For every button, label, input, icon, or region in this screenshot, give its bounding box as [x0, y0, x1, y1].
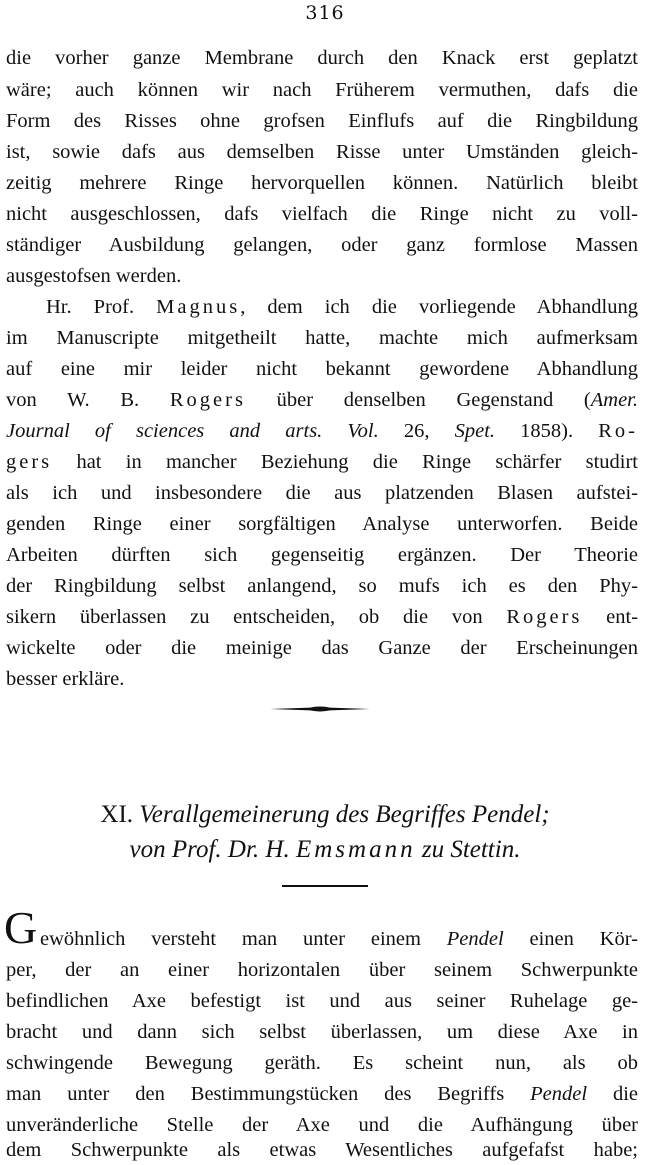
- text-line: wickelte oder die meinige das Ganze der Erscheinungen: [6, 637, 638, 659]
- title-rule: [282, 885, 368, 887]
- text-line: besser erkläre.: [6, 668, 125, 690]
- byline-text: zu Stettin.: [421, 836, 521, 863]
- citation: Journal of sciences and arts. Vol.: [6, 420, 379, 442]
- text: 1858).: [520, 420, 574, 442]
- citation: Spet.: [454, 420, 496, 442]
- text-line: als ich und insbesondere die aus platzenden Blasen aufstei-: [6, 482, 638, 504]
- author-name: Rogers: [169, 389, 246, 411]
- text: ent-: [606, 606, 639, 628]
- text-line: [46, 294, 638, 320]
- text-line: bracht und dann sich selbst überlassen, um diese Axe in: [6, 1021, 638, 1043]
- text: Hr. Prof.: [46, 296, 135, 318]
- text: die: [612, 1083, 639, 1105]
- text-line: zeitig mehrere Ringe hervorquellen können. Natürlich bleibt: [6, 172, 638, 194]
- page-number: 316: [305, 2, 345, 24]
- emphasis: Pendel: [530, 1083, 588, 1105]
- text-line: [6, 604, 638, 630]
- section-number: XI.: [100, 801, 134, 828]
- text-line: die vorher ganze Membrane durch den Knack erst geplatzt: [6, 47, 638, 69]
- author-name: gers: [6, 451, 53, 473]
- text: einen Kör-: [529, 928, 638, 950]
- text-line: Form des Risses ohne grofsen Einflufs auf die Ringbildung: [6, 110, 638, 132]
- text-line: ständiger Ausbildung gelangen, oder ganz formlose Massen: [6, 234, 638, 256]
- text: über denselben Gegenstand (: [276, 389, 591, 411]
- section-title-text: Verallgemeinerung des Begriffes Pendel;: [139, 801, 550, 828]
- text-line: ausgestofsen werden.: [6, 265, 182, 287]
- citation: Amer.: [590, 389, 639, 411]
- text: , dem ich die vorliegende Abhandlung: [240, 296, 638, 318]
- text-line: dem Schwerpunkte als etwas Wesentliches aufgefafst habe;: [6, 1139, 638, 1161]
- text-line: [40, 926, 638, 952]
- text: man unter den Bestimmungstücken des Begriffs: [6, 1083, 505, 1105]
- text-line: [6, 418, 638, 444]
- text: von W. B.: [6, 389, 140, 411]
- text-line: Arbeiten dürften sich gegenseitig ergänzen. Der Theorie: [6, 544, 638, 566]
- text-line: genden Ringe einer sorgfältigen Analyse unterworfen. Beide: [6, 513, 638, 535]
- text-line: wäre; auch können wir nach Früherem vermuthen, dafs die: [6, 79, 638, 101]
- text: hat in mancher Beziehung die Ringe schärfer studirt: [76, 451, 638, 473]
- author-name: Emsmann: [295, 836, 416, 863]
- text-line: im Manuscripte mitgetheilt hatte, machte mich aufmerksam: [6, 327, 638, 349]
- text-line: [6, 387, 638, 413]
- author-name: Magnus: [156, 296, 241, 318]
- text: sikern überlassen zu entscheiden, ob die von: [6, 606, 483, 628]
- text-line: schwingende Bewegung geräth. Es scheint nun, als ob: [6, 1052, 638, 1074]
- text-line: per, der an einer horizontalen über seinem Schwerpunkte: [6, 959, 638, 981]
- section-title: [0, 800, 650, 830]
- section-byline: [0, 835, 650, 865]
- author-name: Rogers: [506, 606, 583, 628]
- author-name: Ro-: [598, 420, 638, 442]
- text-line: der Ringbildung selbst anlangend, so mufs ich es den Phy-: [6, 575, 638, 597]
- text-line: [6, 449, 638, 475]
- drop-cap: G: [4, 902, 38, 953]
- text-line: unveränderliche Stelle der Axe und die Aufhängung über: [6, 1114, 638, 1136]
- text-line: auf eine mir leider nicht bekannt gewordene Abhandlung: [6, 358, 638, 380]
- text-line: [6, 1081, 638, 1107]
- emphasis: Pendel: [446, 928, 504, 950]
- text-line: befindlichen Axe befestigt ist und aus seiner Ruhelage ge-: [6, 990, 638, 1012]
- text: 26,: [403, 420, 430, 442]
- byline-text: von Prof. Dr. H.: [129, 836, 290, 863]
- ornament-divider: [270, 705, 370, 713]
- text: ewöhnlich versteht man unter einem: [40, 928, 421, 950]
- text-line: nicht ausgeschlossen, dafs vielfach die Ringe nicht zu voll-: [6, 203, 638, 225]
- text-line: ist, sowie dafs aus demselben Risse unter Umständen gleich-: [6, 141, 638, 163]
